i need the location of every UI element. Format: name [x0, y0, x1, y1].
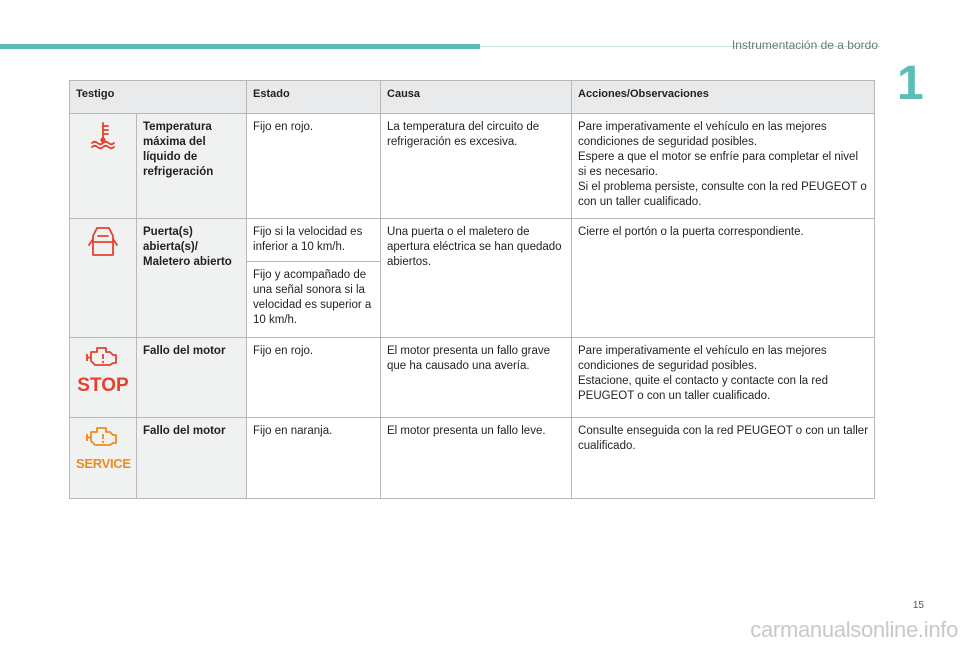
service-label: SERVICE: [76, 456, 131, 471]
icon-cell: [70, 114, 137, 219]
estado-cell: Fijo en naranja.: [247, 418, 381, 499]
column-header-estado: Estado: [247, 81, 381, 114]
warning-lights-table: [69, 80, 875, 499]
warning-name: Temperatura máxima del líquido de refrigeración: [137, 114, 247, 219]
column-header-causa: Causa: [381, 81, 572, 114]
top-accent-bar: [0, 44, 480, 49]
table-row: [70, 338, 875, 418]
warning-name: Fallo del motor: [137, 418, 247, 499]
causa-cell: El motor presenta un fallo grave que ha causado una avería.: [381, 338, 572, 418]
watermark: carmanualsonline.info: [750, 617, 958, 642]
door-open-icon: [88, 250, 118, 262]
acciones-line: Consulte enseguida con la red PEUGEOT o con un taller cualificado.: [578, 425, 869, 452]
section-title: Instrumentación de a bordo: [731, 38, 878, 52]
acciones-line: Pare imperativamente el vehículo en las mejores condiciones de seguridad posibles.: [578, 121, 827, 148]
column-header-acciones: Acciones/Observaciones: [572, 81, 875, 114]
acciones-line: Si el problema persiste, consulte con la red PEUGEOT o con un taller cualificado.: [578, 181, 867, 208]
estado-cell: Fijo en rojo.: [247, 338, 381, 418]
coolant-temperature-icon: [88, 141, 118, 153]
acciones-line: Pare imperativamente el vehículo en las mejores condiciones de seguridad posibles.: [578, 345, 827, 372]
stop-label: STOP: [77, 375, 129, 396]
acciones-cell: [572, 219, 875, 338]
acciones-cell: [572, 338, 875, 418]
estado-cell: Fijo en rojo.: [247, 114, 381, 219]
table-row: [70, 114, 875, 219]
estado-cell: Fijo si la velocidad es inferior a 10 km/h.: [247, 219, 381, 262]
icon-cell: [70, 418, 137, 499]
icon-cell: [70, 338, 137, 418]
acciones-line: Cierre el portón o la puerta correspondiente.: [578, 226, 804, 238]
acciones-cell: [572, 418, 875, 499]
column-header-testigo: Testigo: [70, 81, 247, 114]
page-number: 15: [912, 600, 924, 611]
causa-cell: La temperatura del circuito de refrigeración es excesiva.: [381, 114, 572, 219]
table-row: [70, 418, 875, 499]
icon-cell: [70, 219, 137, 338]
causa-cell: Una puerta o el maletero de apertura eléctrica se han quedado abiertos.: [381, 219, 572, 338]
acciones-line: Espere a que el motor se enfríe para completar el nivel si es necesario.: [578, 151, 858, 178]
causa-cell: El motor presenta un fallo leve.: [381, 418, 572, 499]
engine-fault-service-icon: [76, 424, 131, 473]
chapter-number: 1: [897, 57, 924, 110]
acciones-line: Estacione, quite el contacto y contacte con la red PEUGEOT o con un taller cualificado.: [578, 375, 828, 402]
table-header-row: [70, 81, 875, 114]
estado-cell-secondary: Fijo y acompañado de una señal sonora si la velocidad es superior a 10 km/h.: [247, 262, 381, 338]
acciones-cell: [572, 114, 875, 219]
table-row: [70, 219, 875, 262]
warning-name: Fallo del motor: [137, 338, 247, 418]
warning-name: Puerta(s) abierta(s)/ Maletero abierto: [137, 219, 247, 338]
engine-fault-stop-icon: [77, 344, 128, 397]
